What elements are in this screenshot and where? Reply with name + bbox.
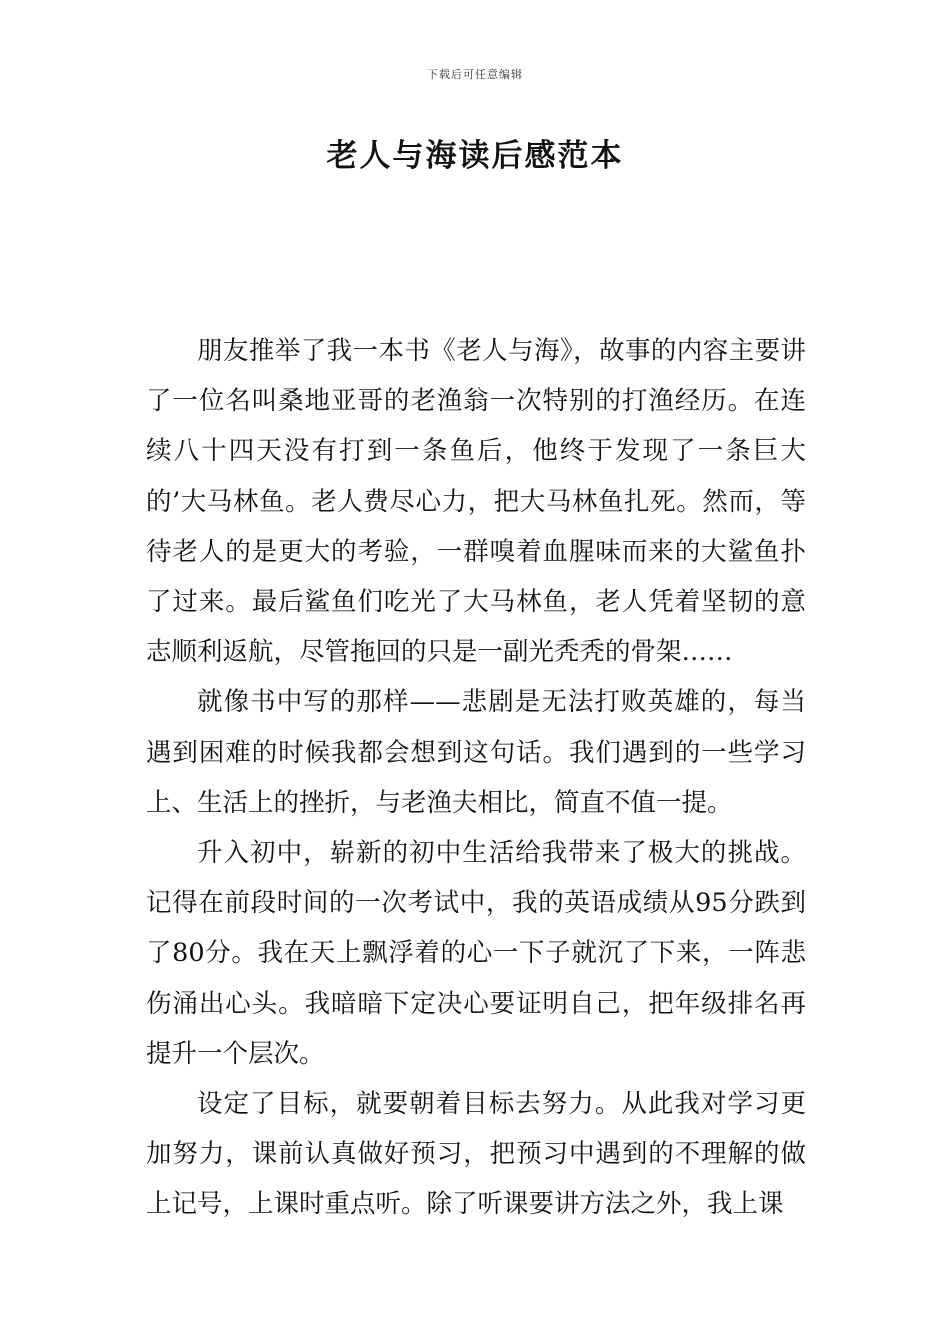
header-note: 下载后可任意编辑 bbox=[427, 68, 523, 81]
paragraph: 升入初中，崭新的初中生活给我带来了极大的挑战。记得在前段时间的一次考试中，我的英语成绩从95分跌到了80分。我在天上飘浮着的心一下子就沉了下来，一阵悲伤涌出心头。我暗暗下定决心要证明自己，把年级排名再提升一个层次。 bbox=[146, 838, 806, 1069]
paragraph: 设定了目标，就要朝着目标去努力。从此我对学习更加努力，课前认真做好预习，把预习中遇到的不理解的做上记号，上课时重点听。除了听课要讲方法之外，我上课 bbox=[146, 1089, 806, 1220]
paragraph: 就像书中写的那样——悲剧是无法打败英雄的，每当遇到困难的时候我都会想到这句话。我们遇到的一些学习上、生活上的挫折，与老渔夫相比，简直不值一提。 bbox=[146, 687, 806, 818]
document-body bbox=[146, 326, 806, 1230]
document-title: 老人与海读后感范本 bbox=[326, 138, 624, 174]
paragraph: 朋友推举了我一本书《老人与海》，故事的内容主要讲了一位名叫桑地亚哥的老渔翁一次特别的打渔经历。在连续八十四天没有打到一条鱼后，他终于发现了一条巨大的’大马林鱼。老人费尽心力，把大马林鱼扎死。然而，等待老人的是更大的考验，一群嗅着血腥味而来的大鲨鱼扑了过来。最后鲨鱼们吃光了大马林鱼，老人凭着坚韧的意志顺利返航，尽管拖回的只是一副光秃秃的骨架…… bbox=[146, 336, 806, 668]
